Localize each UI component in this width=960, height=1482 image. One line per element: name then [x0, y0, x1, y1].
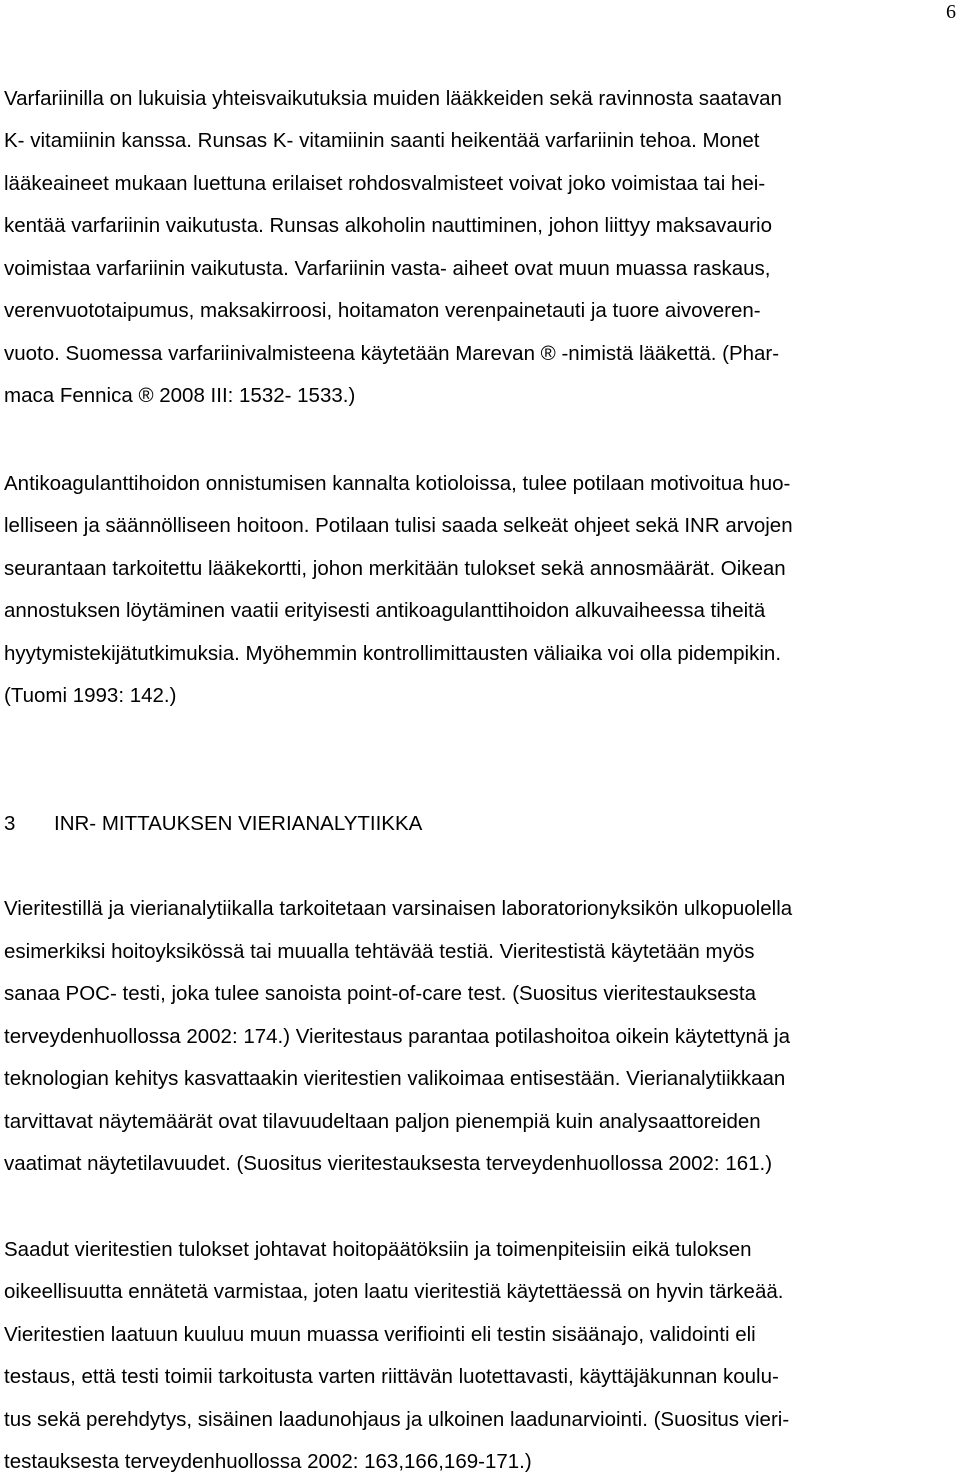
text-line: Vieritestien laatuun kuuluu muun muassa verifiointi eli testin sisäänajo, validointi eli [4, 1323, 756, 1346]
section-number: 3 [4, 812, 16, 835]
text-line: Saadut vieritestien tulokset johtavat hoitopäätöksiin ja toimenpiteisiin eikä tuloksen [4, 1238, 752, 1261]
text-line: testauksesta terveydenhuollossa 2002: 163,166,169-171.) [4, 1450, 532, 1473]
text-line: seurantaan tarkoitettu lääkekortti, johon merkitään tulokset sekä annosmäärät. Oikean [4, 557, 786, 580]
text-line: kentää varfariinin vaikutusta. Runsas alkoholin nauttiminen, johon liittyy maksavaurio [4, 214, 773, 237]
text-line: tus sekä perehdytys, sisäinen laadunohjaus ja ulkoinen laadunarviointi. (Suositus vieri- [4, 1408, 790, 1431]
text-line: testaus, että testi toimii tarkoitusta varten riittävän luotettavasti, käyttäjäkunnan koulu- [4, 1365, 779, 1388]
text-line: Vieritestillä ja vierianalytiikalla tarkoitetaan varsinaisen laboratorionyksikön ulkopuolella [4, 897, 793, 920]
text-line: (Tuomi 1993: 142.) [4, 684, 177, 707]
text-line: teknologian kehitys kasvattaakin vieritestien valikoimaa entisestään. Vierianalytiikkaan [4, 1067, 786, 1090]
text-line: lääkeaineet mukaan luettuna erilaiset rohdosvalmisteet voivat joko voimistaa tai hei- [4, 172, 766, 195]
text-line: lelliseen ja säännölliseen hoitoon. Potilaan tulisi saada selkeät ohjeet sekä INR arvojen [4, 514, 793, 537]
section-heading [4, 811, 422, 837]
text-line: verenvuototaipumus, maksakirroosi, hoitamaton verenpainetauti ja tuore aivoveren- [4, 299, 761, 322]
text-line: vaatimat näytetilavuudet. (Suositus vieritestauksesta terveydenhuollossa 2002: 161.) [4, 1152, 773, 1175]
text-line: maca Fennica ® 2008 III: 1532- 1533.) [4, 384, 356, 407]
text-line: terveydenhuollossa 2002: 174.) Vieritestaus parantaa potilashoitoa oikein käytettynä ja [4, 1025, 790, 1048]
text-line: esimerkiksi hoitoyksikössä tai muualla tehtävää testiä. Vieritestistä käytetään myös [4, 940, 755, 963]
text-line: vuoto. Suomessa varfariinivalmisteena käytetään Marevan ® -nimistä lääkettä. (Phar- [4, 342, 780, 365]
text-line: oikeellisuutta ennätetä varmistaa, joten laatu vieritestiä käytettäessä on hyvin tärkeää. [4, 1280, 784, 1303]
section-title: INR- MITTAUKSEN VIERIANALYTIIKKA [54, 812, 423, 835]
text-line: voimistaa varfariinin vaikutusta. Varfariinin vasta- aiheet ovat muun muassa raskaus, [4, 257, 771, 280]
text-line: Varfariinilla on lukuisia yhteisvaikutuksia muiden lääkkeiden sekä ravinnosta saatavan [4, 87, 782, 110]
page-number: 6 [946, 1, 956, 23]
text-line: tarvittavat näytemäärät ovat tilavuudeltaan paljon pienempiä kuin analysaattoreiden [4, 1110, 761, 1133]
text-line: hyytymistekijätutkimuksia. Myöhemmin kontrollimittausten väliaika voi olla pidempikin. [4, 642, 782, 665]
text-line: K- vitamiinin kanssa. Runsas K- vitamiinin saanti heikentää varfariinin tehoa. Monet [4, 129, 760, 152]
text-line: Antikoagulanttihoidon onnistumisen kannalta kotioloissa, tulee potilaan motivoitua huo- [4, 472, 791, 495]
text-line: sanaa POC- testi, joka tulee sanoista point-of-care test. (Suositus vieritestauksesta [4, 982, 757, 1005]
text-line: annostuksen löytäminen vaatii erityisesti antikoagulanttihoidon alkuvaiheessa tiheitä [4, 599, 766, 622]
